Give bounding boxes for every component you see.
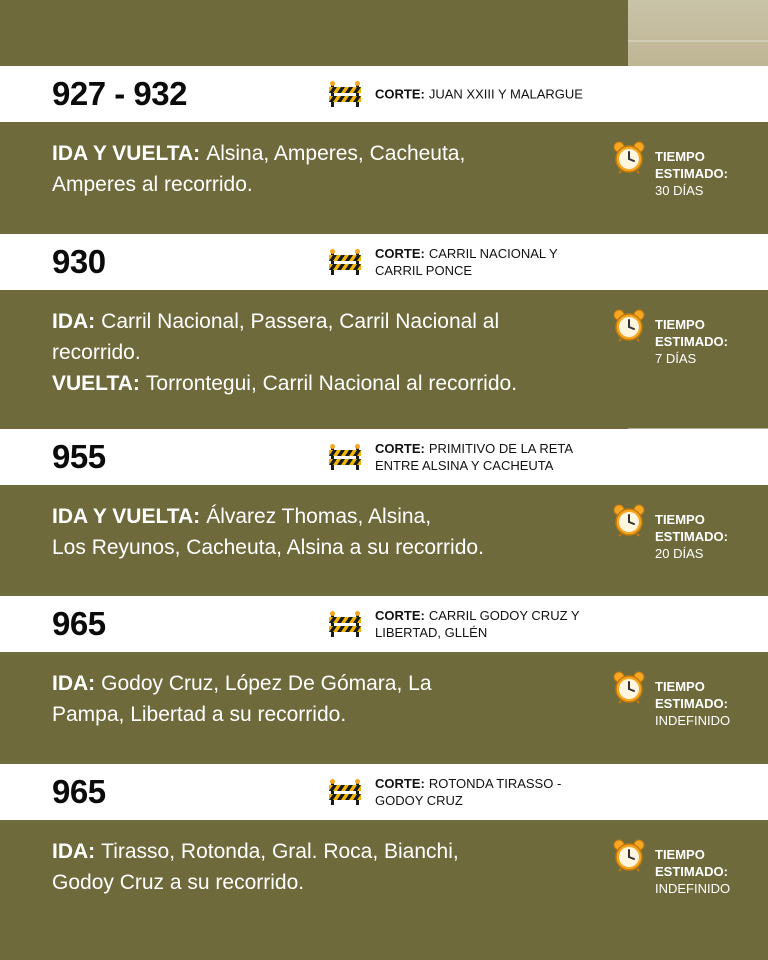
- direction-label: IDA:: [52, 672, 96, 695]
- detour-streets: Godoy Cruz, López De Gómara, La: [101, 672, 432, 695]
- route-number: 927 - 932: [52, 75, 187, 112]
- time-label: TIEMPO: [655, 317, 705, 332]
- detour-line: [52, 867, 612, 898]
- detour-description: [52, 306, 612, 399]
- estimated-time: [655, 846, 730, 897]
- alarm-clock-icon: [612, 670, 646, 704]
- time-label: ESTIMADO:: [655, 696, 728, 711]
- time-label: ESTIMADO:: [655, 166, 728, 181]
- detour-streets: Godoy Cruz a su recorrido.: [52, 871, 305, 894]
- time-value: INDEFINIDO: [655, 881, 731, 896]
- detour-streets: Los Reyunos, Cacheuta, Alsina a su recorrido.: [52, 536, 484, 559]
- route-block: [0, 234, 768, 428]
- time-label: ESTIMADO:: [655, 529, 728, 544]
- detour-line: [52, 337, 612, 368]
- time-label: TIEMPO: [655, 847, 705, 862]
- route-detail: [0, 485, 768, 596]
- time-label: TIEMPO: [655, 512, 705, 527]
- estimated-time: [655, 678, 730, 729]
- direction-label: IDA:: [52, 310, 96, 333]
- detour-description: [52, 668, 612, 730]
- time-value: 30 DÍAS: [655, 183, 704, 198]
- direction-label: IDA:: [52, 840, 96, 863]
- alarm-clock-icon: [612, 503, 646, 537]
- route-number: 965: [52, 773, 106, 810]
- corte-text: [375, 775, 615, 809]
- road-barrier-icon: [328, 444, 362, 470]
- direction-label: IDA Y VUELTA:: [52, 142, 201, 165]
- corte-label: CORTE:: [375, 776, 425, 791]
- detour-streets: Amperes al recorrido.: [52, 173, 253, 196]
- corte-text: [375, 440, 615, 474]
- detour-line: [52, 699, 612, 730]
- detour-line: [52, 668, 612, 699]
- estimated-time: [655, 511, 728, 562]
- detour-streets: Alsina, Amperes, Cacheuta,: [206, 142, 466, 165]
- estimated-time: [655, 316, 728, 367]
- alarm-clock-icon: [612, 140, 646, 174]
- route-block: [0, 764, 768, 960]
- detour-line: [52, 836, 612, 867]
- time-label: TIEMPO: [655, 149, 705, 164]
- detour-streets: Torrontegui, Carril Nacional al recorrido.: [145, 372, 518, 395]
- detour-streets: Álvarez Thomas, Alsina,: [206, 505, 432, 528]
- detour-line: [52, 306, 612, 337]
- corte-location: GODOY CRUZ: [375, 793, 463, 808]
- detour-description: [52, 138, 612, 200]
- alarm-clock-icon: [612, 308, 646, 342]
- route-block: [0, 429, 768, 596]
- corte-label: CORTE:: [375, 608, 425, 623]
- route-number: 930: [52, 243, 106, 280]
- road-barrier-icon: [328, 779, 362, 805]
- time-label: ESTIMADO:: [655, 864, 728, 879]
- detour-description: [52, 501, 612, 563]
- route-block: [0, 596, 768, 764]
- road-barrier-icon: [328, 81, 362, 107]
- corte-text: [375, 86, 615, 103]
- corte-text: [375, 245, 615, 279]
- time-value: 7 DÍAS: [655, 351, 697, 366]
- corte-location: JUAN XXIII Y MALARGUE: [428, 86, 583, 102]
- direction-label: IDA Y VUELTA:: [52, 505, 201, 528]
- detour-streets: recorrido.: [52, 341, 141, 364]
- detour-streets: Tirasso, Rotonda, Gral. Roca, Bianchi,: [101, 840, 459, 863]
- corte-text: [375, 607, 615, 641]
- corte-location: ROTONDA TIRASSO -: [428, 776, 562, 791]
- route-number: 955: [52, 438, 106, 475]
- road-barrier-icon: [328, 611, 362, 637]
- estimated-time: [655, 148, 728, 199]
- corte-location: LIBERTAD, GLLÉN: [375, 625, 488, 640]
- time-value: 20 DÍAS: [655, 546, 704, 561]
- corte-location: CARRIL GODOY CRUZ Y: [428, 608, 580, 623]
- route-detail: [0, 290, 768, 428]
- route-header: [0, 596, 768, 652]
- route-detail: [0, 122, 768, 234]
- corte-location: PRIMITIVO DE LA RETA: [428, 441, 574, 456]
- route-detail: [0, 652, 768, 764]
- corte-label: CORTE:: [375, 441, 425, 456]
- time-value: INDEFINIDO: [655, 713, 731, 728]
- alarm-clock-icon: [612, 838, 646, 872]
- detour-line: [52, 501, 612, 532]
- route-header: [0, 764, 768, 820]
- corte-location: CARRIL PONCE: [375, 263, 473, 278]
- route-detail: [0, 820, 768, 960]
- corte-label: CORTE:: [375, 86, 425, 102]
- detour-streets: Pampa, Libertad a su recorrido.: [52, 703, 347, 726]
- route-header: [0, 66, 768, 122]
- corte-label: CORTE:: [375, 246, 425, 261]
- route-block: [0, 66, 768, 234]
- top-band: [0, 0, 628, 66]
- route-header: [0, 234, 768, 290]
- road-barrier-icon: [328, 249, 362, 275]
- time-label: ESTIMADO:: [655, 334, 728, 349]
- detour-description: [52, 836, 612, 898]
- time-label: TIEMPO: [655, 679, 705, 694]
- detour-streets: Carril Nacional, Passera, Carril Nacional al: [101, 310, 500, 333]
- corte-location: ENTRE ALSINA Y CACHEUTA: [375, 458, 554, 473]
- direction-label: VUELTA:: [52, 372, 140, 395]
- detour-line: [52, 138, 612, 169]
- corte-location: CARRIL NACIONAL Y: [428, 246, 558, 261]
- route-number: 965: [52, 605, 106, 642]
- detour-line: [52, 169, 612, 200]
- route-header: [0, 429, 768, 485]
- detour-line: [52, 368, 612, 399]
- detour-line: [52, 532, 612, 563]
